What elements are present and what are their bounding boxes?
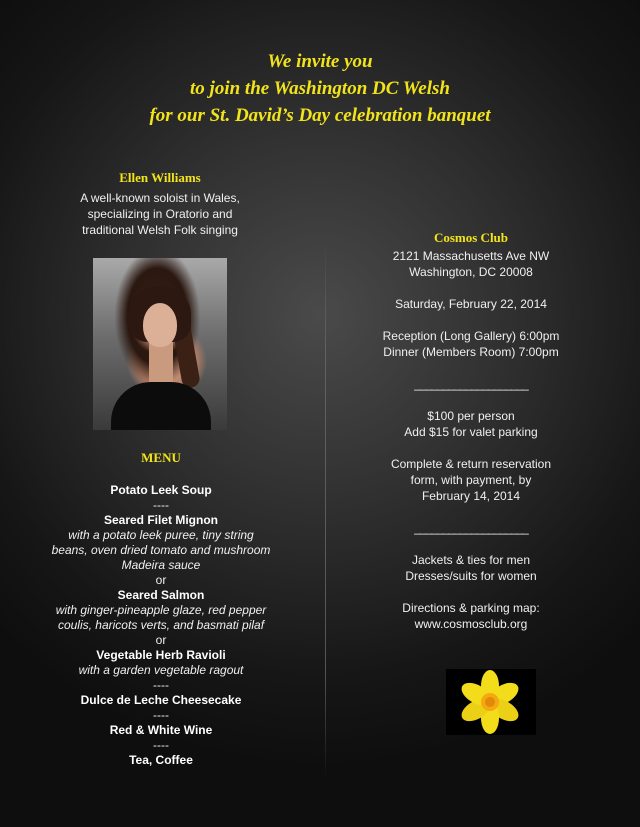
menu-section: [50, 450, 272, 768]
bio-line: specializing in Oratorio and: [87, 207, 233, 221]
menu-dish: Seared Filet Mignon: [103, 513, 218, 527]
menu-dish: Red & White Wine: [109, 723, 213, 737]
daffodil-image: [446, 669, 536, 735]
menu-dish-description: with a potato leek puree, tiny string beans, oven dried tomato and mushroom Madeira sauce: [51, 528, 271, 572]
event-date: Saturday, February 22, 2014: [395, 297, 547, 311]
venue-address-line: 2121 Massachusetts Ave NW: [392, 249, 550, 263]
photo-face: [143, 303, 177, 347]
menu-dish-description: with a garden vegetable ragout: [78, 663, 244, 677]
daffodil-icon: [446, 669, 536, 735]
dress-code-men: Jackets & ties for men: [411, 553, 531, 567]
menu-title: MENU: [141, 450, 181, 465]
photo-dress: [111, 382, 211, 430]
menu-separator: ----: [153, 738, 169, 752]
singer-photo: [93, 258, 227, 430]
venue-name: Cosmos Club: [433, 230, 509, 245]
reception-time: Reception (Long Gallery) 6:00pm: [382, 329, 560, 343]
invitation-header: [0, 48, 640, 129]
menu-or: or: [155, 573, 167, 587]
menu-or: or: [155, 633, 167, 647]
menu-separator: ----: [153, 708, 169, 722]
directions-label: Directions & parking map:: [402, 601, 540, 615]
column-divider: [325, 240, 326, 780]
menu-dish: Potato Leek Soup: [110, 483, 212, 497]
header-line-1: We invite you: [267, 51, 373, 72]
menu-dish-description: with ginger-pineapple glaze, red pepper coulis, haricots verts, and basmati pilaf: [55, 603, 267, 632]
bio-line: traditional Welsh Folk singing: [82, 223, 238, 237]
menu-separator: ----: [153, 498, 169, 512]
dinner-time: Dinner (Members Room) 7:00pm: [383, 345, 559, 359]
header-line-2: to join the Washington DC Welsh: [190, 78, 450, 99]
singer-name: Ellen Williams: [119, 170, 201, 185]
section-rule: ____________________: [414, 377, 528, 391]
section-rule: ____________________: [414, 521, 528, 535]
menu-dish: Dulce de Leche Cheesecake: [80, 693, 242, 707]
reservation-note: [360, 456, 582, 504]
dress-code-women: Dresses/suits for women: [405, 569, 537, 583]
website-link[interactable]: www.cosmosclub.org: [414, 617, 528, 631]
event-details: [360, 230, 582, 632]
menu-dish: Tea, Coffee: [129, 753, 193, 767]
singer-section: [50, 170, 270, 238]
menu-dish: Seared Salmon: [117, 588, 205, 602]
header-line-3: for our St. David’s Day celebration banquet: [149, 105, 491, 126]
bio-line: A well-known soloist in Wales,: [80, 191, 240, 205]
reservation-line: form, with payment, by: [410, 473, 532, 487]
reservation-line: Complete & return reservation: [390, 457, 552, 471]
venue-address-line: Washington, DC 20008: [409, 265, 533, 279]
singer-bio: [50, 190, 270, 238]
parking-fee: Add $15 for valet parking: [404, 425, 538, 439]
price: $100 per person: [427, 409, 515, 423]
menu-separator: ----: [153, 678, 169, 692]
menu-dish: Vegetable Herb Ravioli: [96, 648, 226, 662]
reservation-line: February 14, 2014: [421, 489, 521, 503]
